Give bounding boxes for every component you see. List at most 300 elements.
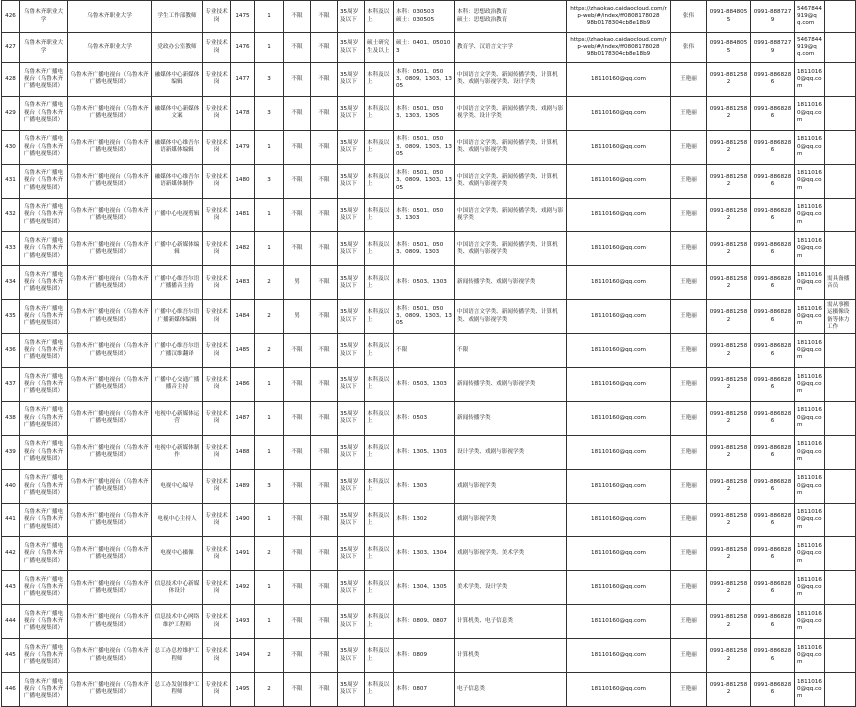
- gender-cell: 不限: [284, 469, 311, 503]
- phone-2-cell: 0991-8887279: [751, 1, 795, 33]
- gender-cell: 不限: [284, 334, 311, 368]
- contact-person-cell: 王艳丽: [671, 198, 707, 232]
- education-cell: 硕士研究生及以上: [365, 33, 394, 63]
- application-site-cell: 18110160@qq.com: [567, 232, 671, 266]
- application-site-cell: 18110160@qq.com: [567, 96, 671, 130]
- ethnicity-cell: 不限: [311, 503, 338, 537]
- gender-cell: 不限: [284, 673, 311, 707]
- contact-person-cell: 王艳丽: [671, 96, 707, 130]
- table-row: [2, 198, 856, 232]
- application-site-cell: 18110160@qq.com: [567, 368, 671, 402]
- education-cell: 本科及以上: [365, 673, 394, 707]
- gender-cell: 不限: [284, 198, 311, 232]
- employer-cell: 乌鲁木齐广播电视台（乌鲁木齐广播电视集团）: [20, 300, 68, 334]
- phone-1-cell: 0991-8812582: [707, 639, 751, 673]
- position-code-cell: 1492: [231, 571, 255, 605]
- email-cell: 18110160@qq.com: [795, 130, 825, 164]
- contact-person-cell: 王艳丽: [671, 334, 707, 368]
- department-cell: 乌鲁木齐广播电视台（乌鲁木齐广播电视集团）: [68, 537, 152, 571]
- email-cell: 18110160@qq.com: [795, 96, 825, 130]
- gender-cell: 不限: [284, 130, 311, 164]
- position-cell: 党政办公室教师: [152, 33, 203, 63]
- position-code-cell: 1478: [231, 96, 255, 130]
- major-code-cell: 本科：0501、0503、0809、1303、1305: [394, 164, 455, 198]
- email-cell: 18110160@qq.com: [795, 503, 825, 537]
- gender-cell: 不限: [284, 96, 311, 130]
- major-cell: 教育学、汉语言文字学: [455, 33, 567, 63]
- position-cell: 电视中心摄像: [152, 537, 203, 571]
- table-row: [2, 469, 856, 503]
- table-row: [2, 605, 856, 639]
- education-cell: 本科及以上: [365, 401, 394, 435]
- employer-cell: 乌鲁木齐广播电视台（乌鲁木齐广播电视集团）: [20, 537, 68, 571]
- contact-person-cell: 王艳丽: [671, 368, 707, 402]
- department-cell: 乌鲁木齐职业大学: [68, 33, 152, 63]
- email-cell: 18110160@qq.com: [795, 334, 825, 368]
- ethnicity-cell: 不限: [311, 334, 338, 368]
- department-cell: 乌鲁木齐广播电视台（乌鲁木齐广播电视集团）: [68, 673, 152, 707]
- age-cell: 35周岁及以下: [338, 266, 365, 300]
- notes-cell: [825, 503, 856, 537]
- phone-2-cell: 0991-8868286: [751, 401, 795, 435]
- position-category-cell: 专业技术岗: [203, 130, 231, 164]
- age-cell: 35周岁及以下: [338, 605, 365, 639]
- contact-person-cell: 王艳丽: [671, 469, 707, 503]
- department-cell: 乌鲁木齐广播电视台（乌鲁木齐广播电视集团）: [68, 300, 152, 334]
- phone-2-cell: 0991-8868286: [751, 266, 795, 300]
- age-cell: 35周岁及以下: [338, 232, 365, 266]
- table-row: [2, 96, 856, 130]
- phone-1-cell: 0991-8812582: [707, 537, 751, 571]
- position-code-cell: 1495: [231, 673, 255, 707]
- ethnicity-cell: 不限: [311, 537, 338, 571]
- row-number-cell: 426: [2, 1, 20, 33]
- application-site-cell: 18110160@qq.com: [567, 198, 671, 232]
- age-cell: 35周岁及以下: [338, 63, 365, 97]
- phone-1-cell: 0991-8812582: [707, 232, 751, 266]
- ethnicity-cell: 不限: [311, 469, 338, 503]
- major-cell: 不限: [455, 334, 567, 368]
- phone-1-cell: 0991-8812582: [707, 605, 751, 639]
- contact-person-cell: 王艳丽: [671, 401, 707, 435]
- contact-person-cell: 王艳丽: [671, 605, 707, 639]
- age-cell: 35周岁及以下: [338, 435, 365, 469]
- phone-1-cell: 0991-8812582: [707, 469, 751, 503]
- major-code-cell: 本科：0503、1303: [394, 266, 455, 300]
- position-category-cell: 专业技术岗: [203, 198, 231, 232]
- hiring-count-cell: 1: [255, 130, 284, 164]
- contact-person-cell: 张伟: [671, 1, 707, 33]
- gender-cell: 不限: [284, 33, 311, 63]
- position-cell: 广播中心电视剪辑: [152, 198, 203, 232]
- position-code-cell: 1475: [231, 1, 255, 33]
- row-number-cell: 441: [2, 503, 20, 537]
- position-category-cell: 专业技术岗: [203, 673, 231, 707]
- major-cell: 计算机类、电子信息类: [455, 605, 567, 639]
- phone-1-cell: 0991-8812582: [707, 300, 751, 334]
- phone-1-cell: 0991-8812582: [707, 503, 751, 537]
- contact-person-cell: 王艳丽: [671, 673, 707, 707]
- phone-2-cell: 0991-8868286: [751, 639, 795, 673]
- row-number-cell: 432: [2, 198, 20, 232]
- major-code-cell: 本科：0503、1303: [394, 368, 455, 402]
- department-cell: 乌鲁木齐广播电视台（乌鲁木齐广播电视集团）: [68, 639, 152, 673]
- major-cell: 计算机类: [455, 639, 567, 673]
- phone-2-cell: 0991-8868286: [751, 232, 795, 266]
- phone-1-cell: 0991-8812582: [707, 368, 751, 402]
- major-cell: 新闻传播学类、戏剧与影视学类: [455, 368, 567, 402]
- position-cell: 电视中心新媒体制作: [152, 435, 203, 469]
- contact-person-cell: 张伟: [671, 33, 707, 63]
- phone-2-cell: 0991-8868286: [751, 537, 795, 571]
- email-cell: 18110160@qq.com: [795, 435, 825, 469]
- education-cell: 本科及以上: [365, 571, 394, 605]
- education-cell: 本科及以上: [365, 198, 394, 232]
- application-site-cell: 18110160@qq.com: [567, 300, 671, 334]
- ethnicity-cell: 不限: [311, 605, 338, 639]
- hiring-count-cell: 3: [255, 469, 284, 503]
- hiring-count-cell: 1: [255, 1, 284, 33]
- notes-cell: [825, 63, 856, 97]
- education-cell: 本科及以上: [365, 503, 394, 537]
- major-code-cell: 本科：0807: [394, 673, 455, 707]
- major-cell: 戏剧与影视学类: [455, 469, 567, 503]
- phone-2-cell: 0991-8868286: [751, 300, 795, 334]
- major-cell: 中国语言文学类、新闻传播学类、计算机类、戏剧与影视学类: [455, 130, 567, 164]
- position-cell: 总工办总控维护工程师: [152, 639, 203, 673]
- gender-cell: 不限: [284, 503, 311, 537]
- age-cell: 35周岁及以下: [338, 571, 365, 605]
- row-number-cell: 430: [2, 130, 20, 164]
- row-number-cell: 440: [2, 469, 20, 503]
- notes-cell: [825, 96, 856, 130]
- ethnicity-cell: 不限: [311, 198, 338, 232]
- application-site-cell: 18110160@qq.com: [567, 571, 671, 605]
- application-site-cell: 18110160@qq.com: [567, 469, 671, 503]
- position-category-cell: 专业技术岗: [203, 401, 231, 435]
- employer-cell: 乌鲁木齐职业大学: [20, 1, 68, 33]
- department-cell: 乌鲁木齐广播电视台（乌鲁木齐广播电视集团）: [68, 130, 152, 164]
- table-row: [2, 334, 856, 368]
- position-category-cell: 专业技术岗: [203, 605, 231, 639]
- row-number-cell: 434: [2, 266, 20, 300]
- notes-cell: [825, 639, 856, 673]
- major-code-cell: 本科：0809: [394, 639, 455, 673]
- gender-cell: 不限: [284, 63, 311, 97]
- position-code-cell: 1490: [231, 503, 255, 537]
- phone-2-cell: 0991-8868286: [751, 334, 795, 368]
- position-cell: 广播中心维吾尔语广播新媒体编辑: [152, 300, 203, 334]
- phone-1-cell: 0991-8812582: [707, 571, 751, 605]
- email-cell: 18110160@qq.com: [795, 605, 825, 639]
- ethnicity-cell: 不限: [311, 401, 338, 435]
- notes-cell: [825, 605, 856, 639]
- employer-cell: 乌鲁木齐广播电视台（乌鲁木齐广播电视集团）: [20, 401, 68, 435]
- position-cell: 信息技术中心新媒体设计: [152, 571, 203, 605]
- row-number-cell: 438: [2, 401, 20, 435]
- hiring-count-cell: 1: [255, 232, 284, 266]
- position-code-cell: 1484: [231, 300, 255, 334]
- position-category-cell: 专业技术岗: [203, 639, 231, 673]
- department-cell: 乌鲁木齐广播电视台（乌鲁木齐广播电视集团）: [68, 435, 152, 469]
- email-cell: 5467844919@qq.com: [795, 1, 825, 33]
- application-site-cell: 18110160@qq.com: [567, 334, 671, 368]
- position-code-cell: 1491: [231, 537, 255, 571]
- phone-1-cell: 0991-8812582: [707, 401, 751, 435]
- table-row: [2, 571, 856, 605]
- ethnicity-cell: 不限: [311, 673, 338, 707]
- email-cell: 18110160@qq.com: [795, 401, 825, 435]
- position-category-cell: 专业技术岗: [203, 368, 231, 402]
- employer-cell: 乌鲁木齐广播电视台（乌鲁木齐广播电视集团）: [20, 198, 68, 232]
- application-site-cell: 18110160@qq.com: [567, 503, 671, 537]
- notes-cell: 需从事搬运摄像设备等体力工作: [825, 300, 856, 334]
- hiring-count-cell: 1: [255, 198, 284, 232]
- age-cell: 35周岁及以下: [338, 96, 365, 130]
- position-cell: 电视中心主持人: [152, 503, 203, 537]
- application-site-cell: 18110160@qq.com: [567, 639, 671, 673]
- row-number-cell: 445: [2, 639, 20, 673]
- age-cell: 35周岁及以下: [338, 368, 365, 402]
- position-category-cell: 专业技术岗: [203, 1, 231, 33]
- gender-cell: 不限: [284, 605, 311, 639]
- employer-cell: 乌鲁木齐广播电视台（乌鲁木齐广播电视集团）: [20, 63, 68, 97]
- department-cell: 乌鲁木齐广播电视台（乌鲁木齐广播电视集团）: [68, 334, 152, 368]
- phone-2-cell: 0991-8868286: [751, 368, 795, 402]
- position-category-cell: 专业技术岗: [203, 469, 231, 503]
- position-cell: 融媒体中心新媒体文案: [152, 96, 203, 130]
- hiring-count-cell: 1: [255, 503, 284, 537]
- education-cell: 本科及以上: [365, 368, 394, 402]
- employer-cell: 乌鲁木齐广播电视台（乌鲁木齐广播电视集团）: [20, 334, 68, 368]
- notes-cell: [825, 33, 856, 63]
- position-category-cell: 专业技术岗: [203, 503, 231, 537]
- age-cell: 35周岁及以下: [338, 537, 365, 571]
- position-category-cell: 专业技术岗: [203, 232, 231, 266]
- email-cell: 5467844919@qq.com: [795, 33, 825, 63]
- notes-cell: [825, 435, 856, 469]
- row-number-cell: 444: [2, 605, 20, 639]
- notes-cell: [825, 469, 856, 503]
- notes-cell: [825, 401, 856, 435]
- employer-cell: 乌鲁木齐广播电视台（乌鲁木齐广播电视集团）: [20, 368, 68, 402]
- department-cell: 乌鲁木齐广播电视台（乌鲁木齐广播电视集团）: [68, 469, 152, 503]
- position-cell: 广播中心新媒体编辑: [152, 232, 203, 266]
- age-cell: 35周岁及以下: [338, 401, 365, 435]
- major-cell: 新闻传播学类、戏剧与影视学类: [455, 266, 567, 300]
- hiring-count-cell: 2: [255, 537, 284, 571]
- education-cell: 本科及以上: [365, 96, 394, 130]
- major-code-cell: 本科：1302: [394, 503, 455, 537]
- phone-1-cell: 0991-8812582: [707, 130, 751, 164]
- email-cell: 18110160@qq.com: [795, 571, 825, 605]
- ethnicity-cell: 不限: [311, 435, 338, 469]
- phone-2-cell: 0991-8868286: [751, 673, 795, 707]
- phone-1-cell: 0991-8848055: [707, 1, 751, 33]
- employer-cell: 乌鲁木齐广播电视台（乌鲁木齐广播电视集团）: [20, 605, 68, 639]
- major-code-cell: 本科：0501、0503、0809、1303、1305: [394, 300, 455, 334]
- application-site-cell: 18110160@qq.com: [567, 435, 671, 469]
- position-category-cell: 专业技术岗: [203, 435, 231, 469]
- contact-person-cell: 王艳丽: [671, 266, 707, 300]
- department-cell: 乌鲁木齐广播电视台（乌鲁木齐广播电视集团）: [68, 164, 152, 198]
- notes-cell: 需具备播音员: [825, 266, 856, 300]
- gender-cell: 不限: [284, 537, 311, 571]
- ethnicity-cell: 不限: [311, 1, 338, 33]
- age-cell: 35周岁及以下: [338, 198, 365, 232]
- education-cell: 本科及以上: [365, 300, 394, 334]
- email-cell: 18110160@qq.com: [795, 673, 825, 707]
- contact-person-cell: 王艳丽: [671, 164, 707, 198]
- email-cell: 18110160@qq.com: [795, 639, 825, 673]
- phone-2-cell: 0991-8868286: [751, 63, 795, 97]
- age-cell: 35周岁及以下: [338, 130, 365, 164]
- major-code-cell: 本科：1303、1304: [394, 537, 455, 571]
- hiring-count-cell: 2: [255, 300, 284, 334]
- notes-cell: [825, 232, 856, 266]
- position-category-cell: 专业技术岗: [203, 266, 231, 300]
- notes-cell: [825, 571, 856, 605]
- gender-cell: 不限: [284, 435, 311, 469]
- position-cell: 信息技术中心网络维护工程师: [152, 605, 203, 639]
- position-cell: 电视中心编导: [152, 469, 203, 503]
- position-cell: 融媒体中心新媒体编辑: [152, 63, 203, 97]
- phone-1-cell: 0991-8812582: [707, 435, 751, 469]
- contact-person-cell: 王艳丽: [671, 537, 707, 571]
- email-cell: 18110160@qq.com: [795, 198, 825, 232]
- major-cell: 中国语言文学类、新闻传播学类、计算机类、戏剧与影视学类: [455, 300, 567, 334]
- position-code-cell: 1493: [231, 605, 255, 639]
- application-site-cell: 18110160@qq.com: [567, 164, 671, 198]
- phone-2-cell: 0991-8868286: [751, 198, 795, 232]
- position-code-cell: 1488: [231, 435, 255, 469]
- hiring-count-cell: 3: [255, 96, 284, 130]
- table-row: [2, 435, 856, 469]
- ethnicity-cell: 不限: [311, 164, 338, 198]
- department-cell: 乌鲁木齐广播电视台（乌鲁木齐广播电视集团）: [68, 63, 152, 97]
- ethnicity-cell: 不限: [311, 130, 338, 164]
- major-cell: 中国语言文学类、新闻传播学类、计算机类、戏剧与影视学类、设计学类: [455, 63, 567, 97]
- table-row: [2, 300, 856, 334]
- major-code-cell: 本科：0501、0503、1303、1305: [394, 96, 455, 130]
- phone-1-cell: 0991-8812582: [707, 266, 751, 300]
- education-cell: 本科及以上: [365, 334, 394, 368]
- table-row: [2, 33, 856, 63]
- email-cell: 18110160@qq.com: [795, 164, 825, 198]
- education-cell: 本科及以上: [365, 537, 394, 571]
- major-cell: 本科：思想政治教育 硕士：思想政治教育: [455, 1, 567, 33]
- contact-person-cell: 王艳丽: [671, 232, 707, 266]
- phone-1-cell: 0991-8848055: [707, 33, 751, 63]
- major-code-cell: 本科：1303: [394, 469, 455, 503]
- phone-2-cell: 0991-8868286: [751, 130, 795, 164]
- application-site-cell: 18110160@qq.com: [567, 401, 671, 435]
- phone-1-cell: 0991-8812582: [707, 63, 751, 97]
- position-code-cell: 1477: [231, 63, 255, 97]
- hiring-count-cell: 1: [255, 33, 284, 63]
- employer-cell: 乌鲁木齐广播电视台（乌鲁木齐广播电视集团）: [20, 164, 68, 198]
- hiring-count-cell: 1: [255, 571, 284, 605]
- gender-cell: 不限: [284, 368, 311, 402]
- major-code-cell: 硕士：0401、050103: [394, 33, 455, 63]
- row-number-cell: 435: [2, 300, 20, 334]
- major-code-cell: 本科：030503 硕士：030505: [394, 1, 455, 33]
- row-number-cell: 428: [2, 63, 20, 97]
- position-code-cell: 1480: [231, 164, 255, 198]
- phone-2-cell: 0991-8868286: [751, 96, 795, 130]
- employer-cell: 乌鲁木齐广播电视台（乌鲁木齐广播电视集团）: [20, 571, 68, 605]
- email-cell: 18110160@qq.com: [795, 266, 825, 300]
- age-cell: 35周岁及以下: [338, 673, 365, 707]
- gender-cell: 不限: [284, 401, 311, 435]
- phone-2-cell: 0991-8868286: [751, 605, 795, 639]
- major-cell: 美术学类、设计学类: [455, 571, 567, 605]
- position-category-cell: 专业技术岗: [203, 300, 231, 334]
- job-listing-table: [1, 0, 856, 707]
- education-cell: 本科及以上: [365, 469, 394, 503]
- application-site-cell: https://zhaokao.caidaocloud.com/rp-web/#/index/ff0808178028 98b0178304cb8e18b9: [567, 1, 671, 33]
- hiring-count-cell: 3: [255, 63, 284, 97]
- application-site-cell: 18110160@qq.com: [567, 130, 671, 164]
- department-cell: 乌鲁木齐广播电视台（乌鲁木齐广播电视集团）: [68, 266, 152, 300]
- contact-person-cell: 王艳丽: [671, 639, 707, 673]
- hiring-count-cell: 1: [255, 401, 284, 435]
- position-category-cell: 专业技术岗: [203, 571, 231, 605]
- employer-cell: 乌鲁木齐广播电视台（乌鲁木齐广播电视集团）: [20, 673, 68, 707]
- major-cell: 中国语言文学类、新闻传播学类、戏剧与影视学类、设计学类: [455, 96, 567, 130]
- position-cell: 广播中心维吾尔语广播播音主持: [152, 266, 203, 300]
- major-cell: 中国语言文学类、新闻传播学类、计算机类、戏剧与影视学类: [455, 232, 567, 266]
- table-row: [2, 401, 856, 435]
- employer-cell: 乌鲁木齐广播电视台（乌鲁木齐广播电视集团）: [20, 639, 68, 673]
- phone-2-cell: 0991-8868286: [751, 164, 795, 198]
- age-cell: 35周岁及以下: [338, 469, 365, 503]
- employer-cell: 乌鲁木齐广播电视台（乌鲁木齐广播电视集团）: [20, 435, 68, 469]
- department-cell: 乌鲁木齐广播电视台（乌鲁木齐广播电视集团）: [68, 503, 152, 537]
- application-site-cell: https://zhaokao.caidaocloud.com/rp-web/#/index/ff0808178028 98b0178304cb8e18b9: [567, 33, 671, 63]
- major-code-cell: 不限: [394, 334, 455, 368]
- department-cell: 乌鲁木齐广播电视台（乌鲁木齐广播电视集团）: [68, 198, 152, 232]
- phone-1-cell: 0991-8812582: [707, 673, 751, 707]
- notes-cell: [825, 673, 856, 707]
- hiring-count-cell: 2: [255, 266, 284, 300]
- notes-cell: [825, 164, 856, 198]
- table-row: [2, 1, 856, 33]
- table-row: [2, 232, 856, 266]
- ethnicity-cell: 不限: [311, 368, 338, 402]
- position-code-cell: 1485: [231, 334, 255, 368]
- contact-person-cell: 王艳丽: [671, 503, 707, 537]
- notes-cell: [825, 368, 856, 402]
- application-site-cell: 18110160@qq.com: [567, 673, 671, 707]
- position-category-cell: 专业技术岗: [203, 33, 231, 63]
- phone-2-cell: 0991-8887279: [751, 33, 795, 63]
- age-cell: 35周岁及以下: [338, 300, 365, 334]
- position-cell: 广播中心维吾尔语广播汉维翻译: [152, 334, 203, 368]
- major-code-cell: 本科：0503: [394, 401, 455, 435]
- major-cell: 戏剧与影视学类: [455, 503, 567, 537]
- ethnicity-cell: 不限: [311, 63, 338, 97]
- major-cell: 中国语言文学类、新闻传播学类、戏剧与影视学类: [455, 198, 567, 232]
- major-code-cell: 本科：0501、0503、0809、1303: [394, 232, 455, 266]
- major-cell: 戏剧与影视学类、美术学类: [455, 537, 567, 571]
- major-cell: 新闻传播学类: [455, 401, 567, 435]
- hiring-count-cell: 1: [255, 435, 284, 469]
- employer-cell: 乌鲁木齐广播电视台（乌鲁木齐广播电视集团）: [20, 96, 68, 130]
- hiring-count-cell: 3: [255, 164, 284, 198]
- gender-cell: 不限: [284, 164, 311, 198]
- position-category-cell: 专业技术岗: [203, 537, 231, 571]
